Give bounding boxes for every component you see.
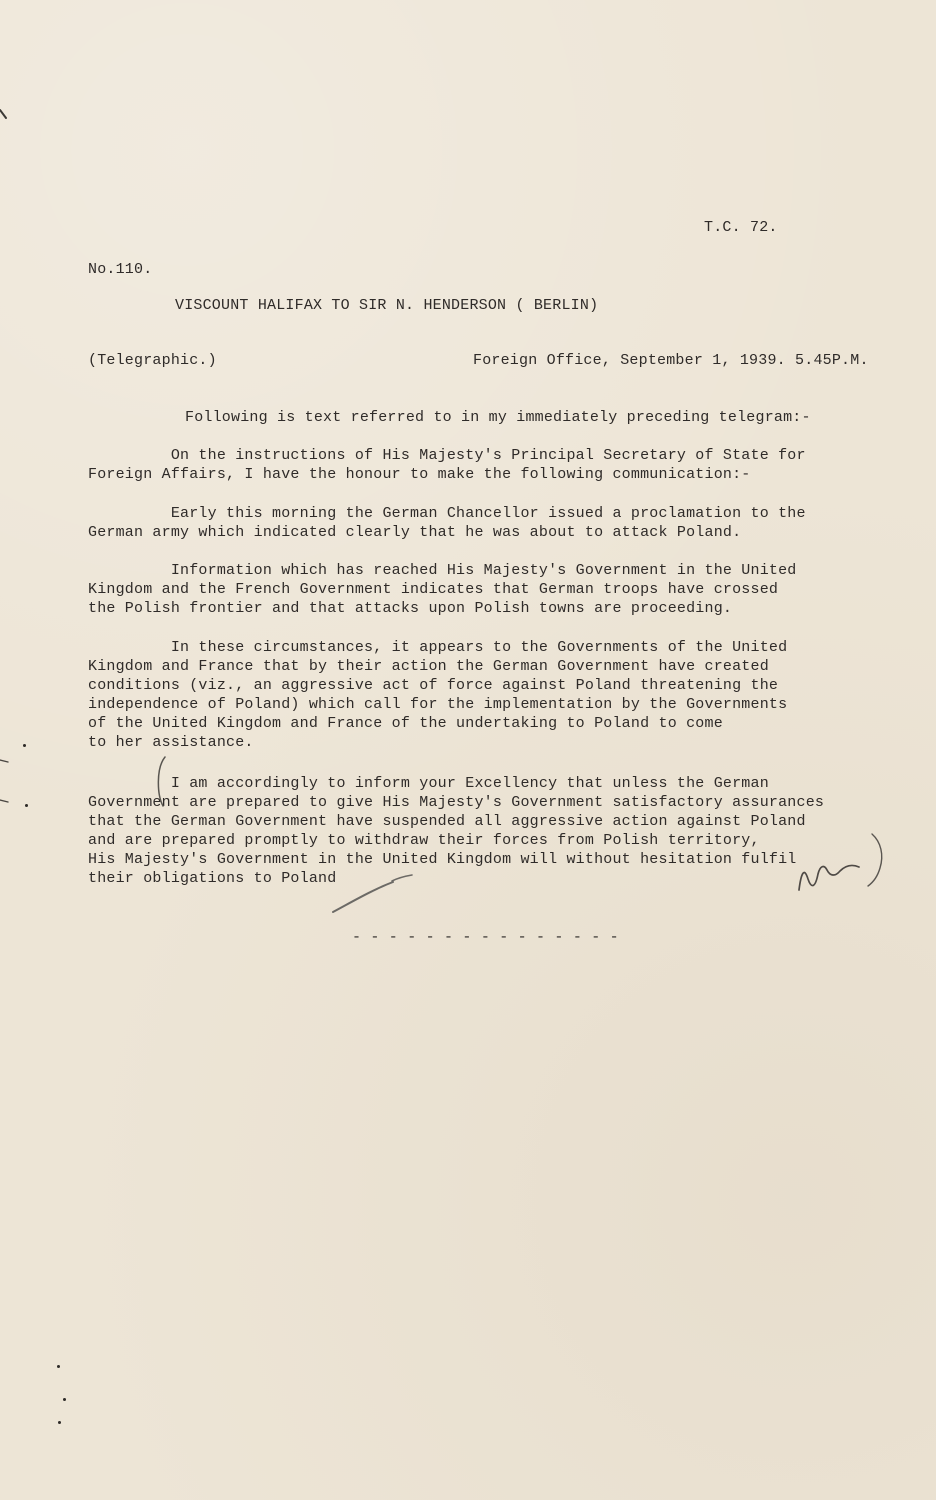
paragraph-2: On the instructions of His Majesty's Principal Secretary of State for Foreign Affairs, I have the honour to make the following communication:- xyxy=(88,447,806,483)
telegram-number: No.110. xyxy=(88,261,153,278)
transmission-mode: (Telegraphic.) xyxy=(88,352,217,369)
paragraph-4: Information which has reached His Majesty's Government in the United Kingdom and the French Government indicates that German troops have crossed the Polish frontier and that attacks upon Polish towns are proceeding. xyxy=(88,562,797,617)
margin-dot xyxy=(25,804,28,807)
telegram-heading: VISCOUNT HALIFAX TO SIR N. HENDERSON ( BERLIN) xyxy=(175,297,599,314)
left-page-mark-3 xyxy=(0,800,8,802)
paragraph-3: Early this morning the German Chancellor issued a proclamation to the German army which indicated clearly that he was about to attack Poland. xyxy=(88,505,806,541)
telegram-reference: T.C. 72. xyxy=(704,219,778,236)
paragraph-6: I am accordingly to inform your Excellency that unless the German Government are prepared to give His Majesty's Government satisfactory assurances that the German Government have suspended all aggressive action against Poland and are prepared promptly to withdraw their forces from Polish territory, His Majesty's Government in the United Kingdom will without hesitation fulfil their obligations to Poland xyxy=(88,775,825,887)
right-bracket-stroke xyxy=(868,834,882,886)
margin-dot xyxy=(23,744,26,747)
margin-dot xyxy=(63,1398,66,1401)
dateline: Foreign Office, September 1, 1939. 5.45P.M. xyxy=(473,352,869,369)
left-page-mark xyxy=(0,110,6,118)
paragraph-5: In these circumstances, it appears to the Governments of the United Kingdom and France that by their action the German Government have created conditions (viz., an aggressive act of force against Poland threatening the independence of Poland) which call for the implementation by the Governments of the United Kingdom and France of the undertaking to Poland to come to her assistance. xyxy=(88,639,788,751)
end-divider: - - - - - - - - - - - - - - - xyxy=(352,929,619,946)
paragraph-1: Following is text referred to in my immediately preceding telegram:- xyxy=(185,409,811,426)
margin-dot xyxy=(58,1421,61,1424)
margin-dot xyxy=(57,1365,60,1368)
left-page-mark-2 xyxy=(0,760,8,762)
